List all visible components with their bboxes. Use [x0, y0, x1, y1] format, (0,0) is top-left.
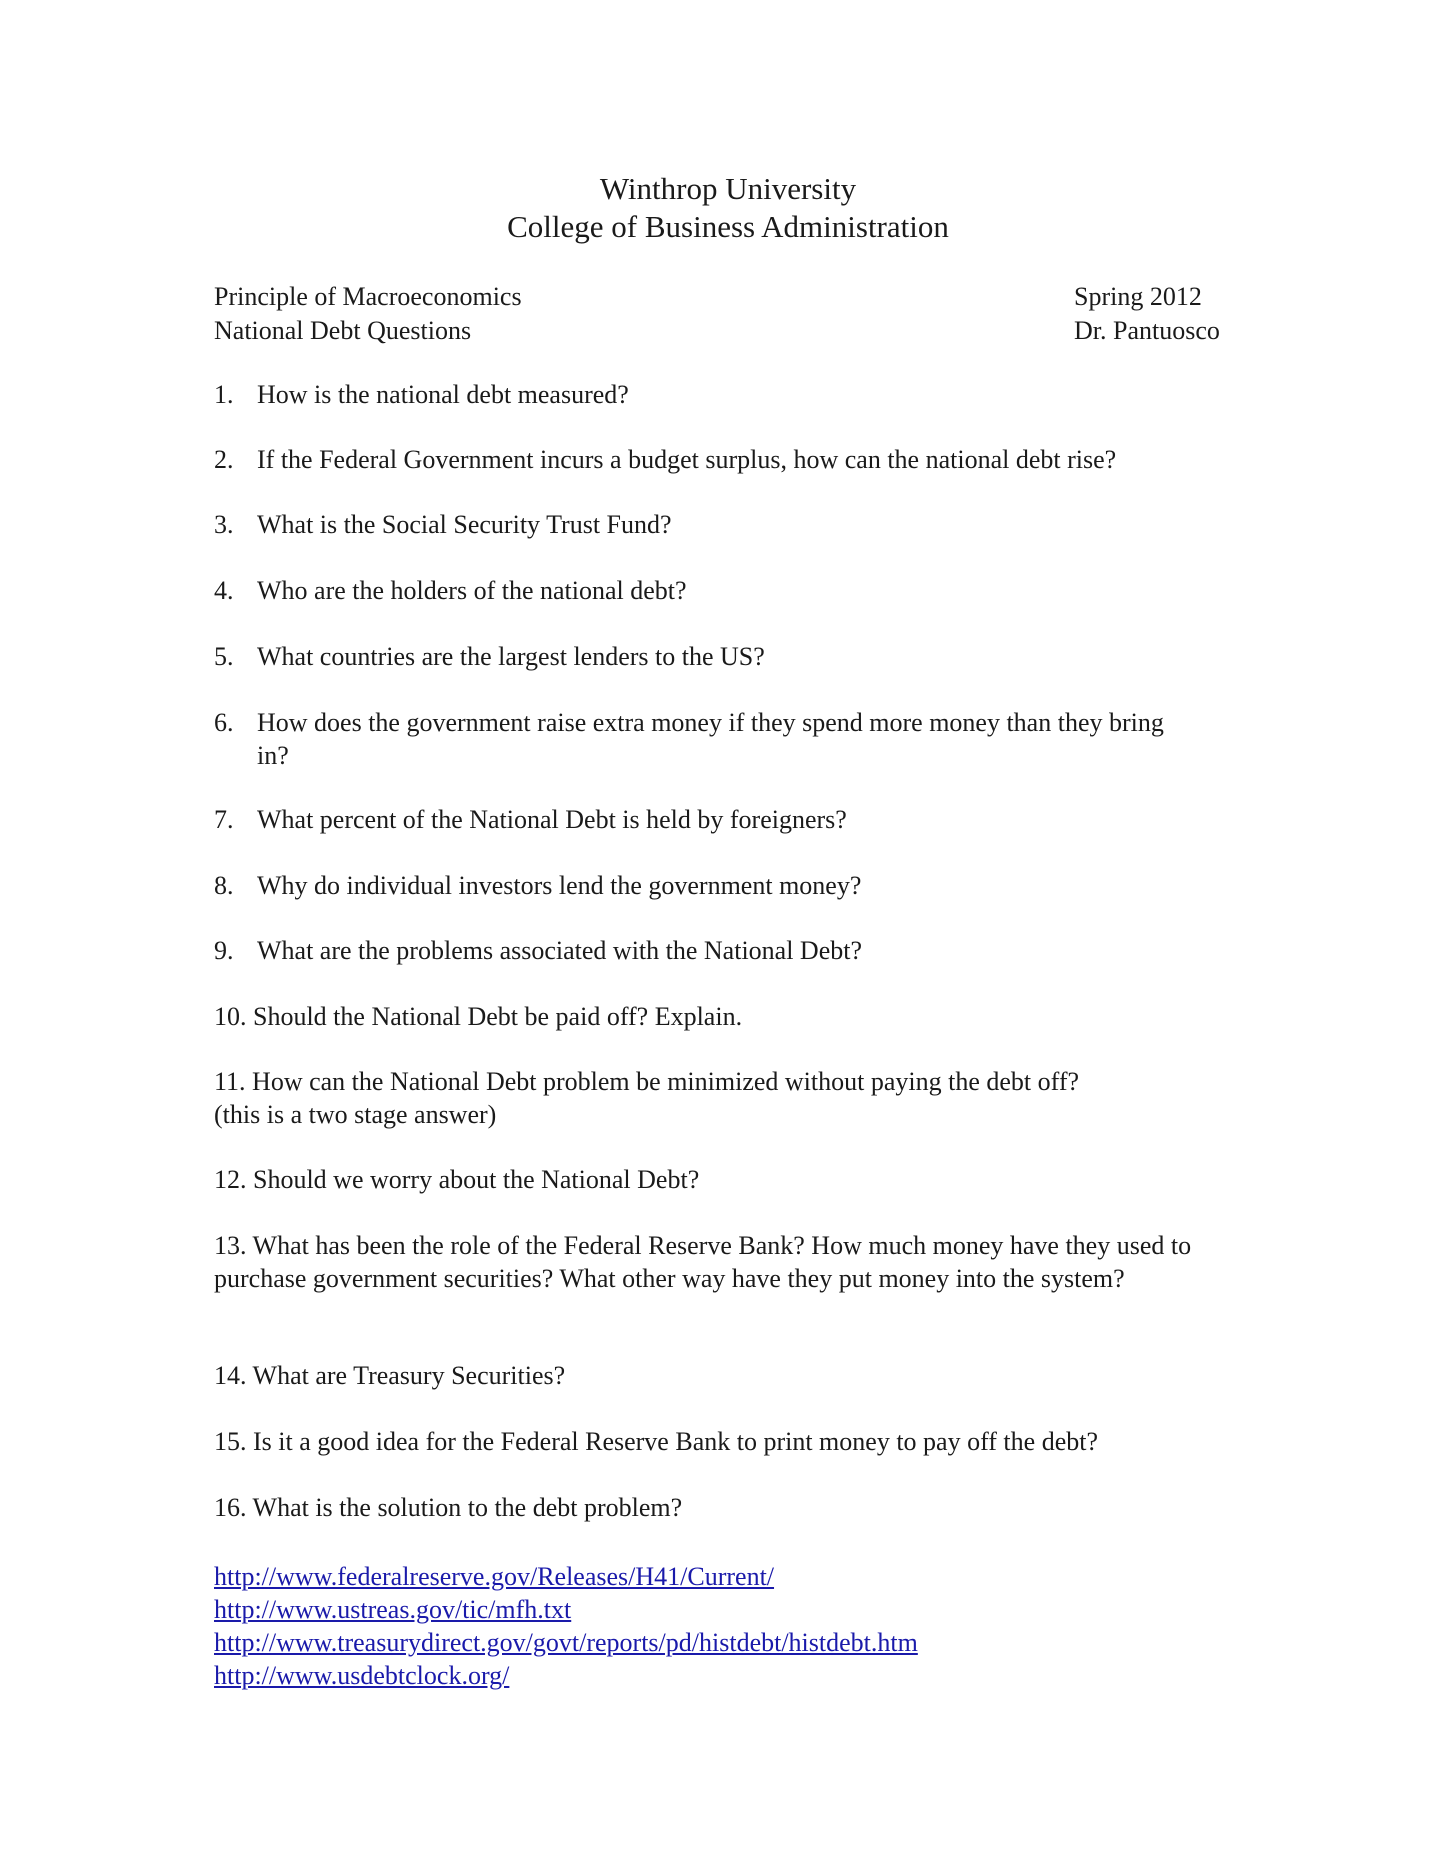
- link-ustreas[interactable]: http://www.ustreas.gov/tic/mfh.txt: [214, 1595, 572, 1624]
- question-item: [214, 378, 1234, 411]
- question-text: What are the problems associated with the National Debt?: [257, 936, 863, 965]
- question-number: 8.: [214, 871, 234, 900]
- question-text: Is it a good idea for the Federal Reserve Bank to print money to pay off the debt?: [253, 1427, 1098, 1456]
- question-item: [214, 1359, 1234, 1392]
- question-text: Should the National Debt be paid off? Explain.: [253, 1002, 743, 1031]
- question-text: How does the government raise extra money if they spend more money than they bring in?: [257, 708, 1164, 770]
- question-item: [214, 803, 1234, 836]
- question-item: [214, 443, 1234, 476]
- link-usdebtclock[interactable]: http://www.usdebtclock.org/: [214, 1661, 510, 1690]
- question-text: Why do individual investors lend the government money?: [257, 871, 862, 900]
- university-name: Winthrop University: [599, 171, 857, 206]
- instructor-name: Dr. Pantuosco: [1074, 316, 1220, 345]
- question-item: [214, 1000, 1234, 1033]
- question-number: 5.: [214, 642, 234, 671]
- question-item: [214, 1229, 1214, 1295]
- question-item: [214, 574, 1234, 607]
- question-text: If the Federal Government incurs a budget surplus, how can the national debt rise?: [257, 445, 1117, 474]
- question-item: [214, 1491, 1234, 1524]
- course-name: Principle of Macroeconomics: [214, 282, 522, 311]
- link-treasurydirect[interactable]: http://www.treasurydirect.gov/govt/reports/pd/histdebt/histdebt.htm: [214, 1628, 918, 1657]
- question-note: (this is a two stage answer): [214, 1100, 497, 1129]
- college-name: College of Business Administration: [507, 209, 949, 244]
- question-text: What is the Social Security Trust Fund?: [257, 510, 672, 539]
- question-number: 10.: [214, 1002, 247, 1031]
- question-number: 1.: [214, 380, 234, 409]
- question-number: 14.: [214, 1361, 247, 1390]
- question-item: [214, 1065, 1234, 1131]
- link-federalreserve[interactable]: http://www.federalreserve.gov/Releases/H41/Current/: [214, 1562, 775, 1591]
- question-text: How is the national debt measured?: [257, 380, 629, 409]
- question-text: What percent of the National Debt is held by foreigners?: [257, 805, 847, 834]
- reference-links: [214, 1560, 918, 1692]
- question-text: What is the solution to the debt problem?: [252, 1493, 683, 1522]
- question-number: 9.: [214, 936, 234, 965]
- question-text: Who are the holders of the national debt?: [257, 576, 687, 605]
- question-text: What has been the role of the Federal Reserve Bank? How much money have they used to purchase government securities? What other way have they put money into the system?: [214, 1231, 1192, 1293]
- question-number: 12.: [214, 1165, 247, 1194]
- question-text: How can the National Debt problem be minimized without paying the debt off?: [252, 1067, 1080, 1096]
- question-item: [214, 706, 1234, 772]
- topic-title: National Debt Questions: [214, 316, 472, 345]
- term: Spring 2012: [1074, 282, 1202, 311]
- question-text: Should we worry about the National Debt?: [253, 1165, 700, 1194]
- question-item: [214, 508, 1234, 541]
- question-number: 2.: [214, 445, 234, 474]
- question-number: 7.: [214, 805, 234, 834]
- question-text: What are Treasury Securities?: [252, 1361, 566, 1390]
- question-number: 6.: [214, 708, 234, 737]
- question-number: 15.: [214, 1427, 247, 1456]
- question-number: 11.: [214, 1067, 246, 1096]
- question-number: 16.: [214, 1493, 247, 1522]
- question-item: [214, 869, 1234, 902]
- question-text: What countries are the largest lenders to the US?: [257, 642, 765, 671]
- question-item: [214, 934, 1234, 967]
- question-item: [214, 640, 1234, 673]
- question-number: 13.: [214, 1231, 247, 1260]
- question-number: 4.: [214, 576, 234, 605]
- question-item: [214, 1425, 1234, 1458]
- question-number: 3.: [214, 510, 234, 539]
- question-item: [214, 1163, 1234, 1196]
